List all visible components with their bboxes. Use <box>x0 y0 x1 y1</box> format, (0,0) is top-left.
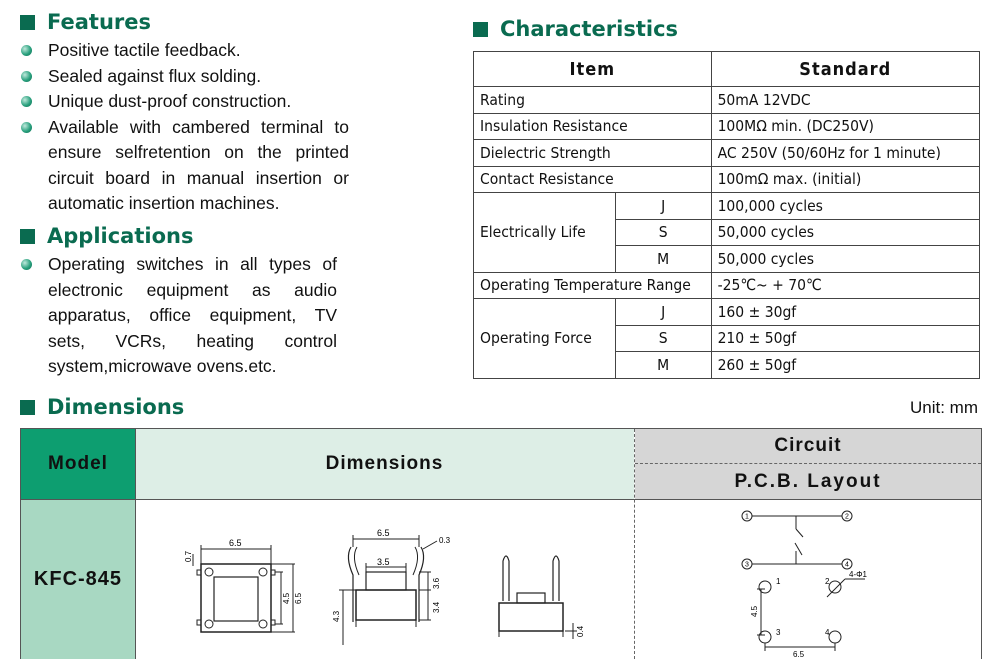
column-header-pcb-layout: P.C.B. Layout <box>635 464 981 499</box>
column-header-item: Item <box>474 52 712 87</box>
table-row: Dielectric Strength AC 250V (50/60Hz for 1 minute) <box>474 140 980 167</box>
dim-label: 6.5 <box>294 592 303 604</box>
top-view-drawing <box>171 534 311 644</box>
list-item: Sealed against flux solding. <box>20 64 349 90</box>
dim-label: 4.5 <box>750 605 759 617</box>
section-square-icon <box>473 22 488 37</box>
features-title: Features <box>47 10 151 34</box>
row-divider <box>21 499 981 500</box>
applications-title: Applications <box>47 224 194 248</box>
features-list <box>20 38 349 217</box>
pin-label: 3 <box>745 561 749 569</box>
section-square-icon <box>20 229 35 244</box>
table-row: Electrically Life J 100,000 cycles <box>474 193 980 220</box>
column-header-standard: Standard <box>711 52 979 87</box>
dim-label: 0.7 <box>184 550 193 562</box>
features-heading <box>20 10 151 34</box>
column-header-circuit: Circuit <box>635 429 981 464</box>
bullet-icon <box>21 122 32 133</box>
table-row: Operating Temperature Range -25℃~ + 70℃ <box>474 272 980 299</box>
pin-label: 1 <box>776 577 781 586</box>
pin-label: 3 <box>776 628 781 637</box>
table-row: Contact Resistance 100mΩ max. (initial) <box>474 166 980 193</box>
characteristics-table <box>473 51 980 379</box>
table-row: S 210 ± 50gf <box>474 325 980 352</box>
dashed-column-divider <box>634 429 635 659</box>
dim-label: 6.5 <box>229 538 242 548</box>
section-square-icon <box>20 15 35 30</box>
bullet-icon <box>21 96 32 107</box>
list-item: Positive tactile feedback. <box>20 38 349 64</box>
table-row: M 260 ± 50gf <box>474 352 980 379</box>
table-row: Insulation Resistance 100MΩ min. (DC250V) <box>474 113 980 140</box>
section-square-icon <box>20 400 35 415</box>
front-view-drawing <box>311 527 461 647</box>
bullet-icon <box>21 45 32 56</box>
dim-label: 0.4 <box>576 625 585 637</box>
table-row: S 50,000 cycles <box>474 219 980 246</box>
pin-label: 4 <box>825 628 830 637</box>
applications-list <box>20 252 337 380</box>
pin-label: 2 <box>845 513 849 521</box>
list-item: Available with cambered terminal to ensure selfretention on the printed circuit board in manual insertion or automatic insertion machines. <box>20 115 349 217</box>
unit-label: Unit: mm <box>910 398 978 417</box>
circuit-pcb-drawing <box>721 507 891 657</box>
dim-label: 3.6 <box>432 577 441 589</box>
column-header-model: Model <box>21 429 135 499</box>
dim-label: 3.4 <box>432 601 441 613</box>
dim-label: 6.5 <box>793 650 805 657</box>
dimensions-table <box>20 428 982 659</box>
applications-heading <box>20 224 193 248</box>
column-divider <box>135 429 136 659</box>
table-header-row <box>474 52 980 87</box>
dim-label: 4.3 <box>332 610 341 622</box>
table-row: Operating Force J 160 ± 30gf <box>474 299 980 326</box>
pin-label: 1 <box>745 513 749 521</box>
pin-label: 4 <box>845 561 849 569</box>
characteristics-title: Characteristics <box>500 17 679 41</box>
pin-label: 2 <box>825 577 830 586</box>
dimensions-title: Dimensions <box>47 395 185 419</box>
column-header-dimensions: Dimensions <box>135 429 634 499</box>
table-row: M 50,000 cycles <box>474 246 980 273</box>
dim-label: 4.5 <box>282 592 291 604</box>
bullet-icon <box>21 71 32 82</box>
side-view-drawing <box>481 541 601 641</box>
list-item: Unique dust-proof construction. <box>20 89 349 115</box>
hole-label: 4-Φ1 <box>849 570 867 579</box>
dimensions-heading <box>20 395 184 419</box>
bullet-icon <box>21 259 32 270</box>
dim-label: 6.5 <box>377 528 390 538</box>
list-item: Operating switches in all types of electronic equipment as audio apparatus, office equipment, TV sets, VCRs, heating control system,microwave ovens.etc. <box>20 252 337 380</box>
table-row: Rating 50mA 12VDC <box>474 87 980 114</box>
characteristics-heading <box>473 17 678 41</box>
dim-label: 0.3 <box>439 536 451 545</box>
dim-label: 3.5 <box>377 557 390 567</box>
model-cell: KFC-845 <box>21 500 135 659</box>
